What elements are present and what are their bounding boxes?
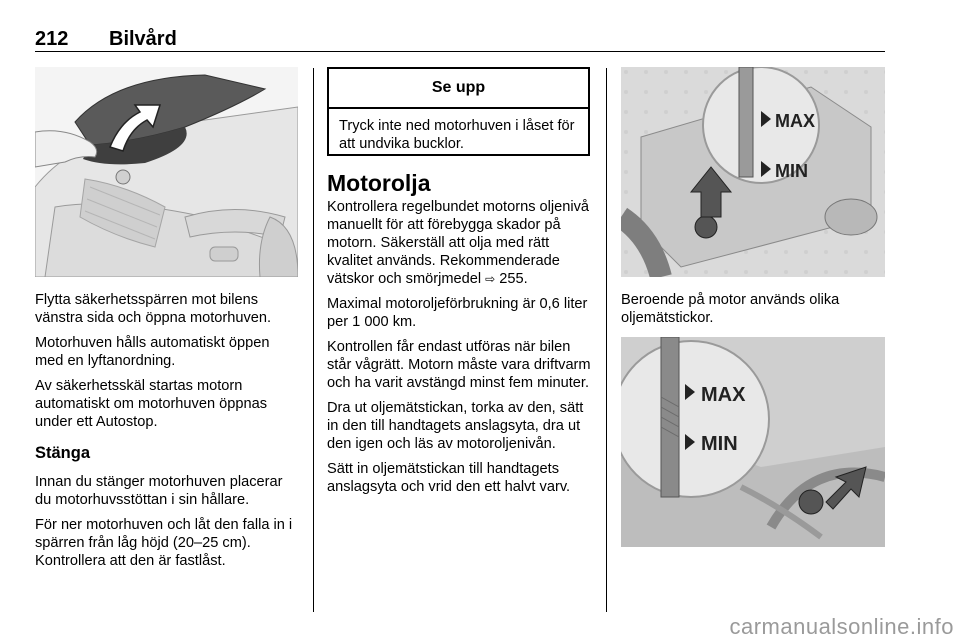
closing-paragraph-2: För ner motorhuven och låt den falla in i spärren från låg höjd (20–25 cm). Kontrollera att den är fastlåst. bbox=[35, 517, 293, 569]
engine-oil-heading: Motorolja bbox=[327, 170, 431, 196]
caution-title: Se upp bbox=[329, 69, 588, 109]
section-title: Bilvård bbox=[109, 28, 177, 50]
autostop-paragraph: Av säkerhetsskäl startas motorn automatiskt om motorhuven öppnas under ett Autostop. bbox=[35, 378, 268, 430]
oil-check-text: Kontrollera regelbundet motorns oljenivå manuellt för att förebygga skador på motorn. Säkerställ att olja med rätt kvalitet används. Rekommenderade vätskor och smörjmedel bbox=[327, 199, 590, 287]
min-label-2: MIN bbox=[701, 433, 738, 455]
reinsert-paragraph: Sätt in oljemätstickan till handtagets anslagsyta och vrid den ett halvt varv. bbox=[327, 461, 571, 495]
left-column-text bbox=[35, 291, 298, 577]
page-number: 212 bbox=[35, 28, 69, 50]
header-rule bbox=[35, 51, 885, 52]
hood-open-paragraph: Flytta säkerhetsspärren mot bilens vänstra sida och öppna motorhuven. bbox=[35, 292, 272, 326]
min-label-1: MIN bbox=[775, 161, 808, 181]
dipstick-illustration-1 bbox=[621, 67, 885, 277]
dipstick-illustration-2 bbox=[621, 337, 885, 547]
closing-paragraph-1: Innan du stänger motorhuven placerar du motorhuvsstöttan i sin hållare. bbox=[35, 474, 283, 508]
hood-lift-paragraph: Motorhuven hålls automatiskt öppen med en lyftanordning. bbox=[35, 335, 270, 369]
column-divider-right bbox=[606, 68, 607, 612]
oil-check-paragraph bbox=[327, 198, 592, 288]
max-label-2: MAX bbox=[701, 384, 746, 406]
caution-text: Tryck inte ned motorhuven i låset för att undvika bucklor. bbox=[339, 118, 575, 152]
page-reference-link[interactable]: 255. bbox=[499, 271, 528, 287]
middle-column-text bbox=[327, 170, 592, 503]
dipstick-caption: Beroende på motor används olika oljemätstickor. bbox=[621, 292, 840, 326]
right-column-text bbox=[621, 291, 885, 334]
footer-watermark: carmanualsonline.info bbox=[729, 614, 954, 639]
level-check-paragraph: Kontrollen får endast utföras när bilen står vågrätt. Motorn måste vara driftvarm och ha varit avstängd minst fem minuter. bbox=[327, 339, 591, 391]
oil-consumption-paragraph: Maximal motoroljeförbrukning är 0,6 liter per 1 000 km. bbox=[327, 296, 588, 330]
column-divider-left bbox=[313, 68, 314, 612]
page-reference-icon: ⇨ bbox=[485, 272, 496, 286]
dipstick-paragraph: Dra ut oljemätstickan, torka av den, sätt in den till handtagets anslagsyta, dra ut den igen och läs av motoroljenivån. bbox=[327, 400, 584, 452]
max-label-1: MAX bbox=[775, 111, 815, 131]
closing-heading: Stänga bbox=[35, 444, 91, 462]
caution-box bbox=[327, 67, 590, 156]
page-header bbox=[35, 28, 885, 50]
hood-illustration bbox=[35, 67, 298, 277]
